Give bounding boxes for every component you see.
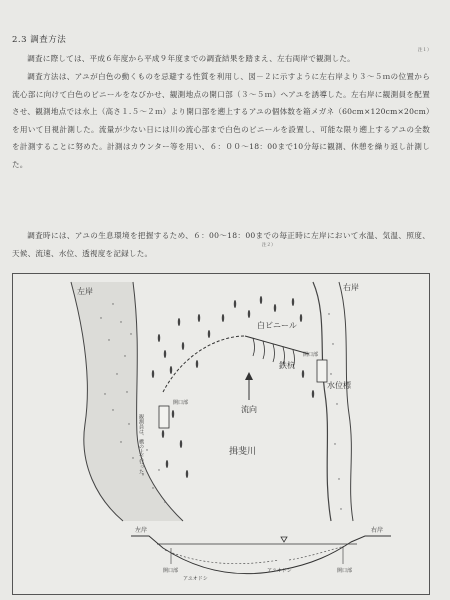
right-bank-outer-line	[339, 282, 353, 521]
footnote-marker-1: 注１）	[418, 48, 432, 53]
label-right-bank: 右岸	[343, 283, 359, 292]
label-white-vinyl: 白ビニール	[257, 321, 297, 330]
cross-section-vinyl-left	[165, 550, 279, 564]
label-water-gauge: 水位標	[327, 381, 351, 390]
paragraph-2: 調査方法は、アユが白色の動くものを忌避する性質を利用し、図－２に示すように左右岸より３～５ｍの位置から流心部に向けて白色のビニールをなびかせ、観測地点の開口部（３～５ｍ）へアユを誘導した。左右岸に観測員を配置させ、観測地点では水上（高さ１.５～２ｍ）より開口部を遡上するアユの個体数を箱メガネ（60cm×120cm×20cm）を用いて目視計測した。流量が少ない日には川の流心部まで白色のビニールを設置し、可能な限り遡上するアユの全数を計測することに努めた。計測はカウンター等を用い、６：００～18：00まで10分毎に観測、休憩を繰り返し計測した。	[12, 72, 430, 169]
section-label-open-right: 開口部	[337, 568, 353, 574]
flow-arrow-head	[245, 372, 253, 380]
label-flow-direction: 流向	[241, 405, 257, 414]
section-label-ayu-left: アユオドシ	[183, 576, 208, 582]
section-title: 2.3 調査方法	[12, 35, 67, 45]
right-observation-box	[317, 360, 327, 382]
label-iron-stake: 鉄杭	[279, 361, 295, 370]
label-observer-note: 観測員は、橋の上で行った。	[138, 414, 144, 479]
left-observation-box	[159, 406, 169, 428]
survey-diagram	[13, 274, 429, 594]
footnote-marker-2: 注２）	[262, 243, 276, 248]
paragraph-3: 調査時には、アユの生息環境を把握するため、６：00～18：00までの毎正時に左岸において水温、気温、照度、天候、流速、水位、透視度を記録した。	[12, 231, 430, 258]
cross-section-vinyl-right	[289, 546, 345, 560]
label-river-name: 揖斐川	[229, 447, 257, 457]
section-label-ayu-mid: アユオドシ	[267, 568, 292, 574]
section-label-left-bank: 左岸	[135, 527, 148, 534]
white-vinyl-left-arc	[163, 336, 245, 392]
right-bank-water-line	[313, 282, 331, 521]
right-bank-stipple	[328, 313, 341, 509]
survey-figure	[12, 273, 430, 595]
section-label-right-bank: 右岸	[371, 527, 384, 534]
label-left-bank: 左岸	[77, 287, 93, 296]
left-bank-area	[71, 282, 183, 521]
label-opening-right: 開口部	[303, 352, 319, 358]
water-level-marker	[281, 537, 287, 542]
paragraph-1: 調査に際しては、平成６年度から平成９年度までの調査結果を踏まえ、左右両岸で観測した。	[27, 54, 355, 63]
label-opening-left: 開口部	[173, 400, 189, 406]
section-label-open-left: 開口部	[163, 568, 179, 574]
